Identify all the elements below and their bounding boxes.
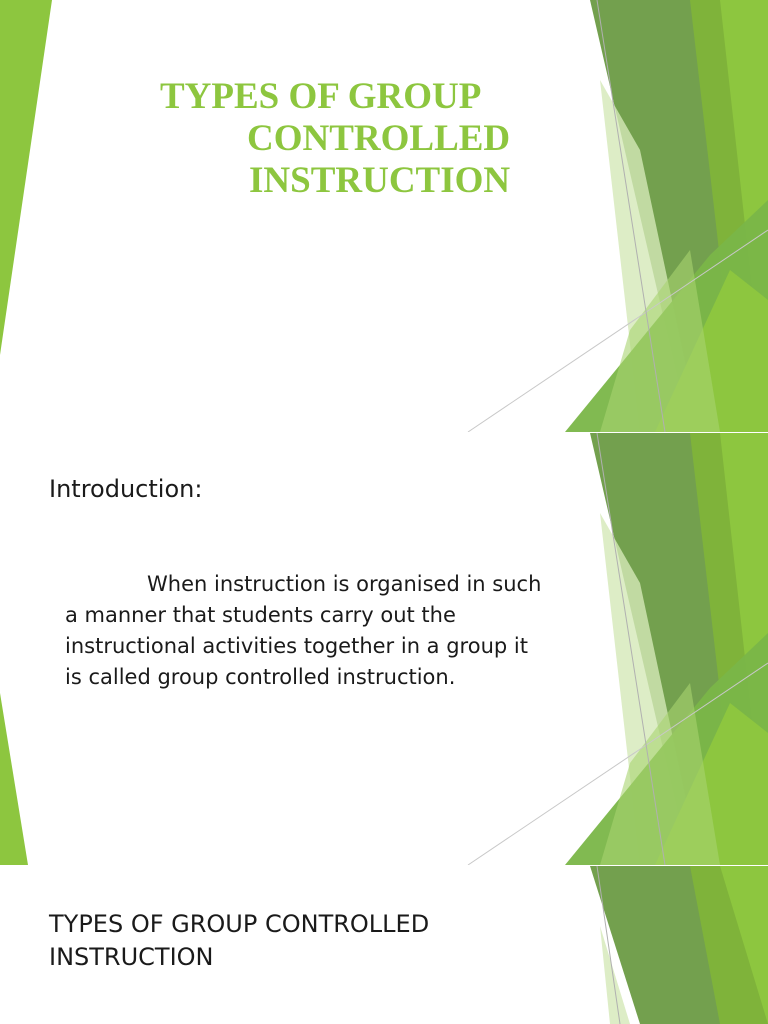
introduction-body: [65, 569, 595, 693]
types-heading-line-1: TYPES OF GROUP CONTROLLED: [49, 910, 430, 938]
body-line-4: is called group controlled instruction.: [65, 665, 456, 689]
title-slide: [0, 0, 768, 432]
body-line-2: a manner that students carry out the: [65, 603, 456, 627]
types-heading-line-2: INSTRUCTION: [49, 943, 214, 971]
title-line-3: INSTRUCTION: [249, 160, 511, 201]
introduction-slide: [0, 433, 768, 865]
types-heading: [49, 908, 429, 974]
body-line-3: instructional activities together in a group it: [65, 634, 528, 658]
green-facet-decoration: [0, 0, 768, 432]
title-line-2: CONTROLLED: [247, 118, 511, 159]
types-slide: [0, 866, 768, 1024]
title-line-1: TYPES OF GROUP: [160, 76, 482, 117]
introduction-heading: Introduction:: [49, 475, 203, 503]
body-line-1: When instruction is organised in such: [147, 572, 542, 596]
